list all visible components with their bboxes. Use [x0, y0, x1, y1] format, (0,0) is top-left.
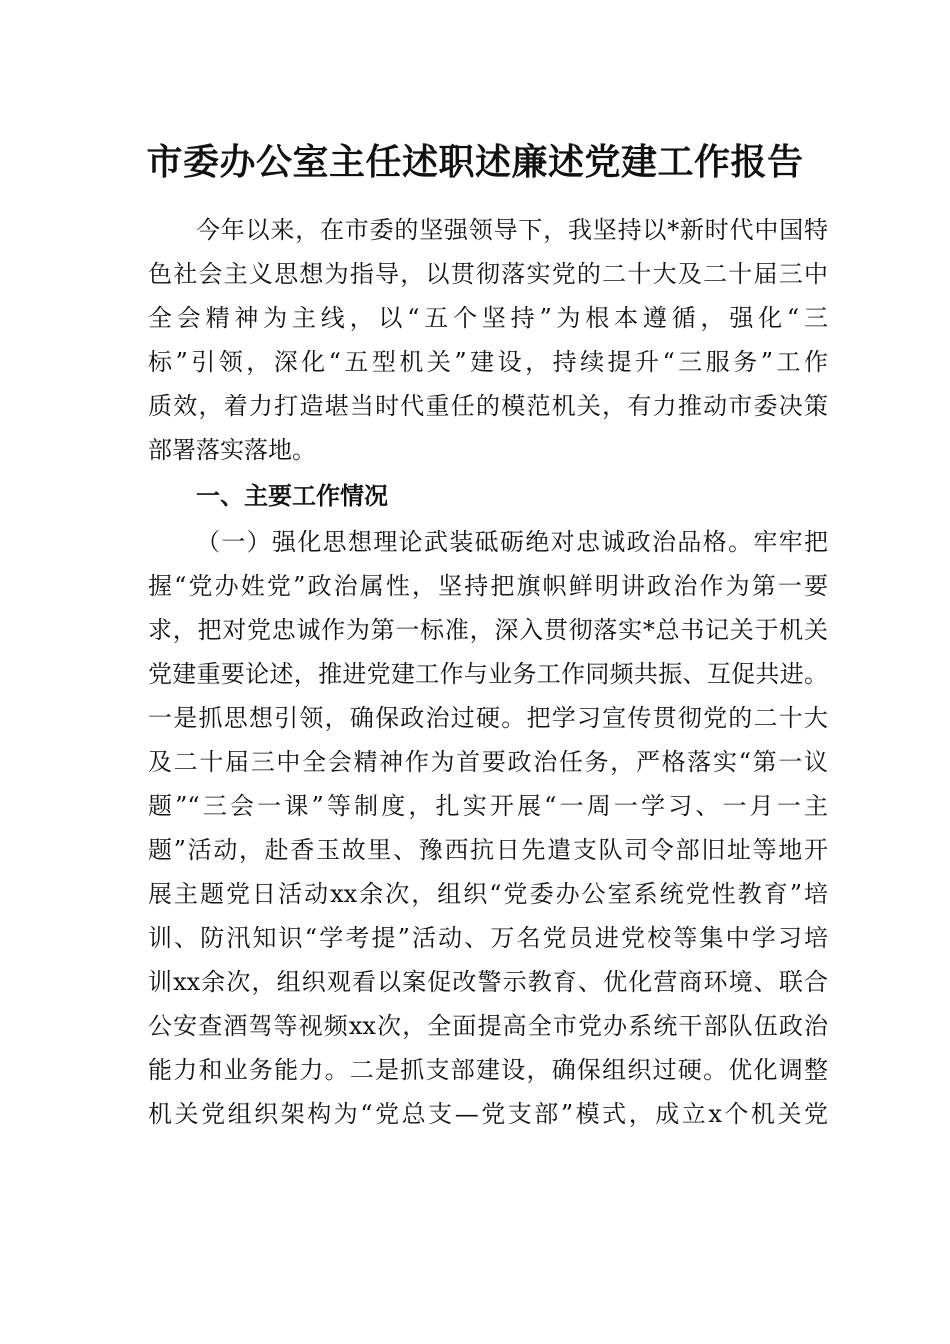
paragraph-line: 公安查酒驾等视频xx次，全面提高全市党办系统干部队伍政治: [148, 1012, 828, 1040]
paragraph-line: 及二十届三中全会精神作为首要政治任务，严格落实“第一议: [148, 748, 828, 776]
paragraph-line: 党建重要论述，推进党建工作与业务工作同频共振、互促共进。: [148, 660, 828, 688]
paragraph-line: 展主题党日活动xx余次，组织“党委办公室系统党性教育”培: [148, 880, 828, 908]
paragraph-line: 训、防汛知识“学考提”活动、万名党员进党校等集中学习培: [148, 924, 828, 952]
paragraph-line: 能力和业务能力。二是抓支部建设，确保组织过硬。优化调整: [148, 1056, 828, 1084]
paragraph-line: 题”活动，赴香玉故里、豫西抗日先遣支队司令部旧址等地开: [148, 836, 828, 864]
paragraph-line: 色社会主义思想为指导，以贯彻落实党的二十大及二十届三中: [148, 260, 828, 288]
paragraph-line: 求，把对党忠诚作为第一标准，深入贯彻落实*总书记关于机关: [148, 616, 828, 644]
paragraph-line: 质效，着力打造堪当时代重任的模范机关，有力推动市委决策: [148, 392, 828, 420]
section-heading: 一、主要工作情况: [196, 481, 388, 510]
paragraph-line: 标”引领，深化“五型机关”建设，持续提升“三服务”工作: [148, 348, 828, 376]
paragraph-line: 题”“三会一课”等制度，扎实开展“一周一学习、一月一主: [148, 792, 828, 820]
paragraph-line: （一）强化思想理论武装砥砺绝对忠诚政治品格。牢牢把: [196, 528, 828, 556]
paragraph-line: 机关党组织架构为“党总支—党支部”模式，成立x个机关党: [148, 1100, 828, 1128]
paragraph-line: 握“党办姓党”政治属性，坚持把旗帜鲜明讲政治作为第一要: [148, 572, 828, 600]
paragraph-line: 全会精神为主线，以“五个坚持”为根本遵循，强化“三: [148, 304, 828, 332]
paragraph-line: 部署落实落地。: [148, 436, 316, 464]
document-title: 市委办公室主任述职述廉述党建工作报告: [146, 141, 804, 183]
paragraph-line: 训xx余次，组织观看以案促改警示教育、优化营商环境、联合: [148, 968, 828, 996]
paragraph-line: 今年以来，在市委的坚强领导下，我坚持以*新时代中国特: [196, 216, 828, 244]
paragraph-line: 一是抓思想引领，确保政治过硬。把学习宣传贯彻党的二十大: [148, 704, 828, 732]
